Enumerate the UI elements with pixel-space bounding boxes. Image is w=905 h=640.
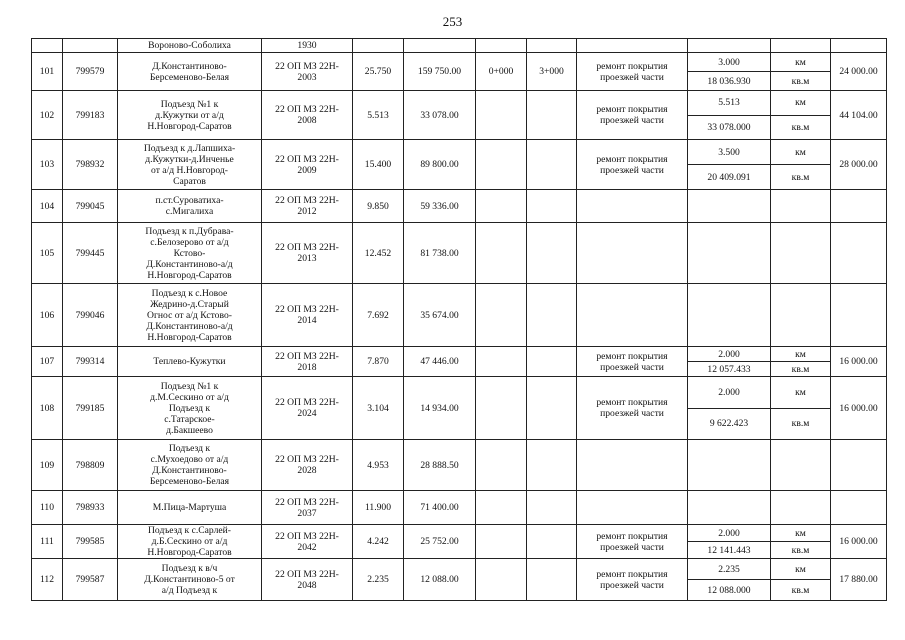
cell-total: 16 000.00 [831,347,887,377]
cell-unit [771,525,831,559]
cell-quantity [688,284,771,347]
cell-road-name: Подъезд №1 к д.М.Сескино от а/д Подъезд к с.Татарское- д.Бакшеево [118,377,262,440]
cell-number: 111 [32,525,63,559]
cell-quantity [688,491,771,525]
cell-start [476,140,527,190]
cell-start [476,39,527,53]
cell-quantity [688,91,771,140]
cell-start [476,223,527,284]
cell-number: 107 [32,347,63,377]
cell-unit [771,377,831,440]
table-row [32,284,887,347]
cell-quantity-line: 3.500 [718,146,740,158]
cell-area: 35 674.00 [404,284,476,347]
cell-total: 28 000.00 [831,140,887,190]
cell-number: 112 [32,559,63,601]
cell-number: 109 [32,440,63,491]
cell-road-code: 22 ОП МЗ 22Н- 2042 [262,525,353,559]
cell-id: 799045 [63,190,118,223]
cell-number: 103 [32,140,63,190]
table-row [32,53,887,91]
cell-unit-line: кв.м [771,408,830,440]
cell-quantity-line: 2.235 [718,563,740,575]
cell-road-name: Подъезд №1 к д.Кужутки от а/д Н.Новгород-Саратов [118,91,262,140]
cell-length: 11.900 [353,491,404,525]
table-row [32,440,887,491]
cell-area: 28 888.50 [404,440,476,491]
cell-quantity-line: 2.000 [718,386,740,398]
cell-id: 799046 [63,284,118,347]
cell-start [476,190,527,223]
cell-end [527,190,577,223]
cell-road-code: 22 ОП МЗ 22Н- 2024 [262,377,353,440]
cell-total: 44 104.00 [831,91,887,140]
cell-work: ремонт покрытия проезжей части [577,53,688,91]
cell-area: 33 078.00 [404,91,476,140]
cell-length [353,39,404,53]
cell-total [831,440,887,491]
table-row [32,190,887,223]
cell-unit-line: кв.м [771,115,830,140]
cell-road-code: 22 ОП МЗ 22Н- 2009 [262,140,353,190]
cell-quantity-line: 3.000 [718,56,740,68]
cell-work: ремонт покрытия проезжей части [577,559,688,601]
cell-area: 71 400.00 [404,491,476,525]
cell-work: ремонт покрытия проезжей части [577,91,688,140]
cell-road-name: Подъезд к с.Мухоедово от а/д Д.Константиново- Берсеменово-Белая [118,440,262,491]
cell-road-code: 22 ОП МЗ 22Н- 2048 [262,559,353,601]
cell-total: 17 880.00 [831,559,887,601]
cell-number: 110 [32,491,63,525]
cell-work: ремонт покрытия проезжей части [577,525,688,559]
cell-unit [771,559,831,601]
cell-unit-line: км [795,527,806,539]
cell-quantity [688,377,771,440]
cell-quantity [688,39,771,53]
cell-unit [771,190,831,223]
cell-unit-line: км [795,97,806,109]
cell-unit-line: км [795,563,806,575]
cell-start: 0+000 [476,53,527,91]
cell-id: 798809 [63,440,118,491]
cell-road-name: п.ст.Суроватиха- с.Мигалиха [118,190,262,223]
cell-id: 799183 [63,91,118,140]
cell-unit [771,39,831,53]
cell-id: 799585 [63,525,118,559]
cell-total [831,491,887,525]
cell-road-code: 22 ОП МЗ 22Н- 2018 [262,347,353,377]
cell-number: 106 [32,284,63,347]
table-row [32,525,887,559]
cell-unit-line: км [795,56,806,68]
cell-number: 105 [32,223,63,284]
table-row [32,140,887,190]
cell-unit [771,284,831,347]
cell-start [476,347,527,377]
cell-unit-line: кв.м [771,579,830,600]
cell-unit-line: км [795,146,806,158]
cell-road-name: Подъезд к п.Дубрава- с.Белозерово от а/д Кстово- Д.Константиново-а/д Н.Новгород-Саратов [118,223,262,284]
cell-road-name: М.Пица-Мартуша [118,491,262,525]
cell-quantity-line: 2.000 [718,348,740,360]
cell-start [476,559,527,601]
cell-total [831,39,887,53]
cell-total: 16 000.00 [831,525,887,559]
cell-quantity [688,347,771,377]
cell-work: ремонт покрытия проезжей части [577,140,688,190]
cell-area: 12 088.00 [404,559,476,601]
cell-length: 25.750 [353,53,404,91]
cell-area: 47 446.00 [404,347,476,377]
cell-id [63,39,118,53]
cell-unit [771,140,831,190]
cell-quantity [688,223,771,284]
cell-quantity-line: 2.000 [718,527,740,539]
cell-quantity-line: 9 622.423 [688,408,770,440]
page-number: 253 [442,14,463,29]
table-row [32,491,887,525]
cell-area: 14 934.00 [404,377,476,440]
cell-number: 104 [32,190,63,223]
cell-unit [771,440,831,491]
cell-work: ремонт покрытия проезжей части [577,347,688,377]
cell-quantity-line: 5.513 [718,97,740,109]
cell-length: 7.870 [353,347,404,377]
table-row [32,91,887,140]
cell-length: 12.452 [353,223,404,284]
table-row [32,377,887,440]
cell-area: 59 336.00 [404,190,476,223]
cell-length: 3.104 [353,377,404,440]
cell-total [831,284,887,347]
cell-number [32,39,63,53]
cell-end [527,91,577,140]
cell-quantity-line: 33 078.000 [688,115,770,140]
cell-unit [771,223,831,284]
table-row [32,347,887,377]
cell-id: 799185 [63,377,118,440]
cell-start [476,377,527,440]
cell-quantity-line: 18 036.930 [688,71,770,90]
cell-end [527,140,577,190]
cell-end [527,491,577,525]
cell-road-name: Д.Константиново- Берсеменово-Белая [118,53,262,91]
cell-road-code: 22 ОП МЗ 22Н- 2013 [262,223,353,284]
cell-id: 799314 [63,347,118,377]
cell-road-code: 22 ОП МЗ 22Н- 2012 [262,190,353,223]
cell-quantity [688,190,771,223]
cell-unit [771,53,831,91]
cell-unit-line: кв.м [771,71,830,90]
cell-area: 81 738.00 [404,223,476,284]
cell-work [577,491,688,525]
cell-area: 89 800.00 [404,140,476,190]
table-row-continuation [32,39,887,53]
cell-end [527,284,577,347]
cell-quantity-line: 12 088.000 [688,579,770,600]
cell-work [577,440,688,491]
cell-road-name: Подъезд к в/ч Д.Константиново-5 от а/д Подъезд к [118,559,262,601]
road-register-table [31,38,887,601]
cell-length: 9.850 [353,190,404,223]
cell-area [404,39,476,53]
cell-id: 799587 [63,559,118,601]
cell-end: 3+000 [527,53,577,91]
cell-length: 15.400 [353,140,404,190]
cell-road-code: 22 ОП МЗ 22Н- 2014 [262,284,353,347]
cell-work [577,39,688,53]
cell-number: 102 [32,91,63,140]
cell-end [527,525,577,559]
cell-quantity [688,559,771,601]
cell-id: 799445 [63,223,118,284]
cell-total: 24 000.00 [831,53,887,91]
cell-unit-line: кв.м [771,541,830,558]
cell-road-code: 22 ОП МЗ 22Н- 2028 [262,440,353,491]
cell-unit-line: км [795,348,806,360]
cell-total [831,223,887,284]
cell-total [831,190,887,223]
cell-quantity-line: 12 141.443 [688,541,770,558]
cell-length: 4.953 [353,440,404,491]
cell-road-name: Подъезд к с.Новое Жедрино-д.Старый Огнос от а/д Кстово- Д.Константиново-а/д Н.Новгород-Саратов [118,284,262,347]
cell-road-code: 1930 [262,39,353,53]
cell-id: 798933 [63,491,118,525]
cell-length: 7.692 [353,284,404,347]
cell-quantity-line: 12 057.433 [688,361,770,376]
cell-work [577,190,688,223]
cell-unit-line: км [795,386,806,398]
cell-quantity [688,525,771,559]
cell-start [476,440,527,491]
cell-road-name: Теплево-Кужутки [118,347,262,377]
cell-area: 25 752.00 [404,525,476,559]
cell-work [577,223,688,284]
cell-total: 16 000.00 [831,377,887,440]
cell-start [476,525,527,559]
cell-road-name: Вороново-Соболиха [118,39,262,53]
cell-id: 799579 [63,53,118,91]
cell-road-code: 22 ОП МЗ 22Н- 2003 [262,53,353,91]
cell-unit-line: кв.м [771,361,830,376]
table-row [32,559,887,601]
cell-end [527,377,577,440]
cell-start [476,91,527,140]
cell-unit [771,491,831,525]
cell-end [527,347,577,377]
cell-road-name: Подъезд к с.Сарлей- д.Б.Сескино от а/д Н.Новгород-Саратов [118,525,262,559]
cell-start [476,284,527,347]
cell-work: ремонт покрытия проезжей части [577,377,688,440]
cell-id: 798932 [63,140,118,190]
table-row [32,223,887,284]
cell-length: 5.513 [353,91,404,140]
cell-road-code: 22 ОП МЗ 22Н- 2037 [262,491,353,525]
cell-quantity [688,53,771,91]
cell-quantity [688,140,771,190]
cell-unit [771,91,831,140]
cell-quantity-line: 20 409.091 [688,164,770,189]
cell-length: 4.242 [353,525,404,559]
cell-end [527,559,577,601]
cell-end [527,440,577,491]
cell-start [476,491,527,525]
cell-unit-line: кв.м [771,164,830,189]
cell-area: 159 750.00 [404,53,476,91]
cell-end [527,223,577,284]
cell-length: 2.235 [353,559,404,601]
cell-number: 101 [32,53,63,91]
cell-quantity [688,440,771,491]
cell-work [577,284,688,347]
cell-end [527,39,577,53]
cell-road-name: Подъезд к д.Лапшиха- д.Кужутки-д.Инченье от а/д Н.Новгород- Саратов [118,140,262,190]
cell-road-code: 22 ОП МЗ 22Н- 2008 [262,91,353,140]
cell-unit [771,347,831,377]
cell-number: 108 [32,377,63,440]
